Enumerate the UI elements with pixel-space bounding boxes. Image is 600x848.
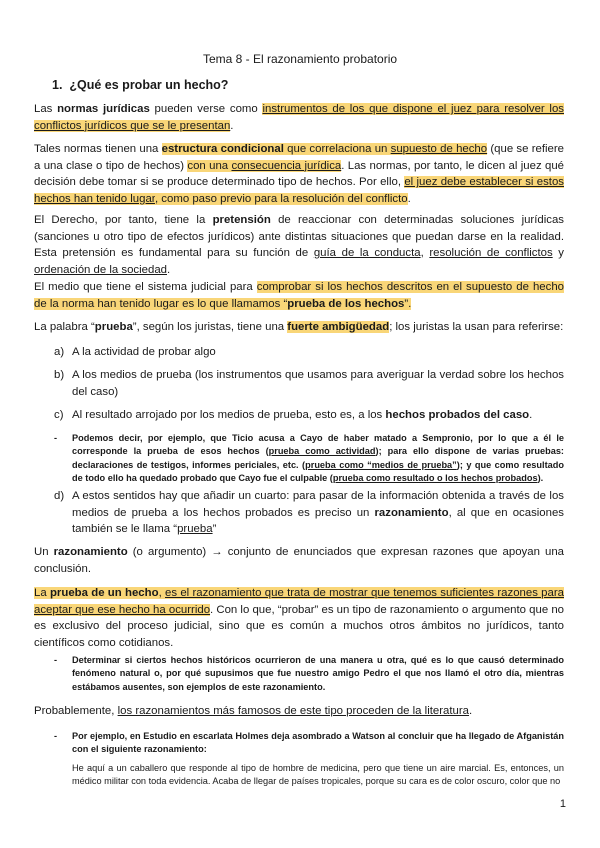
paragraph-prueba-hecho: La prueba de un hecho, es el razonamiento que trata de mostrar que tenemos suficientes razones para aceptar que ese hecho ha ocurrido. Con lo que, “probar” es un tipo de razonamiento o argumento que no es exclusivo del proceso judicial, sino que es común a muchos otros ámbitos no jurídicos, tanto científicos como cotidianos. xyxy=(34,587,565,649)
highlight: fuerte ambigüedad xyxy=(287,321,390,333)
paragraph-normas: Las normas jurídicas pueden verse como instrumentos de los que dispone el juez para resolver los conflictos jurídicos que se le presentan. xyxy=(34,103,564,132)
highlight: instrumentos de los que dispone el juez para resolver los conflictos jurídicos que se le presentan xyxy=(34,103,564,132)
highlight: estructura condicional xyxy=(161,143,284,155)
list-item: d) A estos sentidos hay que añadir un cuarto: para pasar de la información obtenida a través de los medios de prueba a los hechos probados es preciso un razonamiento, al que en ocasiones también se le llama “prueba” xyxy=(54,490,564,536)
paragraph-literatura: Probablemente, los razonamientos más famosos de este tipo proceden de la literatura. xyxy=(34,705,473,717)
section-heading xyxy=(52,78,228,92)
page-number: 1 xyxy=(559,798,566,810)
list-item: b) A los medios de prueba (los instrumentos que usamos para averiguar la verdad sobre los hechos del caso) xyxy=(54,369,564,398)
holmes-quote: He aquí a un caballero que responde al tipo de hombre de medicina, pero que tiene un aire marcial. Es, entonces, un médico militar con toda evidencia. Acaba de llegar de países tropicales, porque su cara es de color oscuro, color que no xyxy=(72,763,564,787)
paragraph-medio: El medio que tiene el sistema judicial para comprobar si los hechos descritos en el supuesto de hecho de la norma han tenido lugar es lo que llamamos “prueba de los hechos”. xyxy=(34,281,565,310)
document-title: Tema 8 - El razonamiento probatorio xyxy=(202,52,398,66)
note-example: - Determinar si ciertos hechos históricos ocurrieron de una manera u otra, qué es lo que causó determinado fenómeno natural o, por qué supusimos que fue nuestro amigo Pedro el que nos llamó el otro día, mientras estábamos ausentes, son ejemplos de este razonamiento. xyxy=(54,655,564,692)
note-example: - Por ejemplo, en Estudio en escarlata Holmes deja asombrado a Watson al concluir que ha llegado de Afganistán con el siguiente razonamiento: xyxy=(54,731,564,755)
section-title: ¿Qué es probar un hecho? xyxy=(69,78,229,92)
paragraph-razonamiento: Un razonamiento (o argumento) → conjunto de enunciados que expresan razones que apoyan una conclusión. xyxy=(34,546,564,575)
note-example: - Podemos decir, por ejemplo, que Ticio acusa a Cayo de haber matado a Sempronio, por lo que a él le corresponde la prueba de esos hechos (prueba como actividad); para ello dispone de varias pruebas: declaraciones de testigos, informes periciales, etc. (prueba como “medios de prueba”); y que como resultado de todo ello ha quedado probado que Cayo fue el culpable (prueba como resultado o los hechos probados). xyxy=(54,433,564,484)
paragraph-derecho: El Derecho, por tanto, tiene la pretensión de reaccionar con determinadas soluciones jurídicas (sanciones u otro tipo de efectos jurídicos) ante distintas situaciones que puedan darse en la realidad. Esta pretensión es fundamental para su función de guía de la conducta, resolución de conflictos y ordenación de la sociedad. xyxy=(34,214,564,276)
highlight: comprobar si los hechos descritos en el supuesto de hecho de la norma han tenido lugar es lo que llamamos “ xyxy=(34,281,565,310)
paragraph-estructura: Tales normas tienen una estructura condicional que correlaciona un supuesto de hecho (que se refiere a una clase o tipo de hechos) con una consecuencia jurídica. Las normas, por tanto, le dicen al juez qué decisión debe tomar si se produce determinado tipo de hechos. Por ello, el juez debe establecer si estos hechos han tenido lugar, como paso previo para la resolución del conflicto. xyxy=(34,143,565,205)
highlight: prueba de un hecho xyxy=(49,587,159,599)
list-item: c) Al resultado arrojado por los medios de prueba, esto es, a los hechos probados del caso. xyxy=(54,409,533,421)
paragraph-palabra: La palabra “prueba”, según los juristas, tiene una fuerte ambigüedad; los juristas la usan para referirse: xyxy=(34,321,564,333)
list-item: a) A la actividad de probar algo xyxy=(54,346,216,358)
section-number: 1. xyxy=(52,78,63,92)
